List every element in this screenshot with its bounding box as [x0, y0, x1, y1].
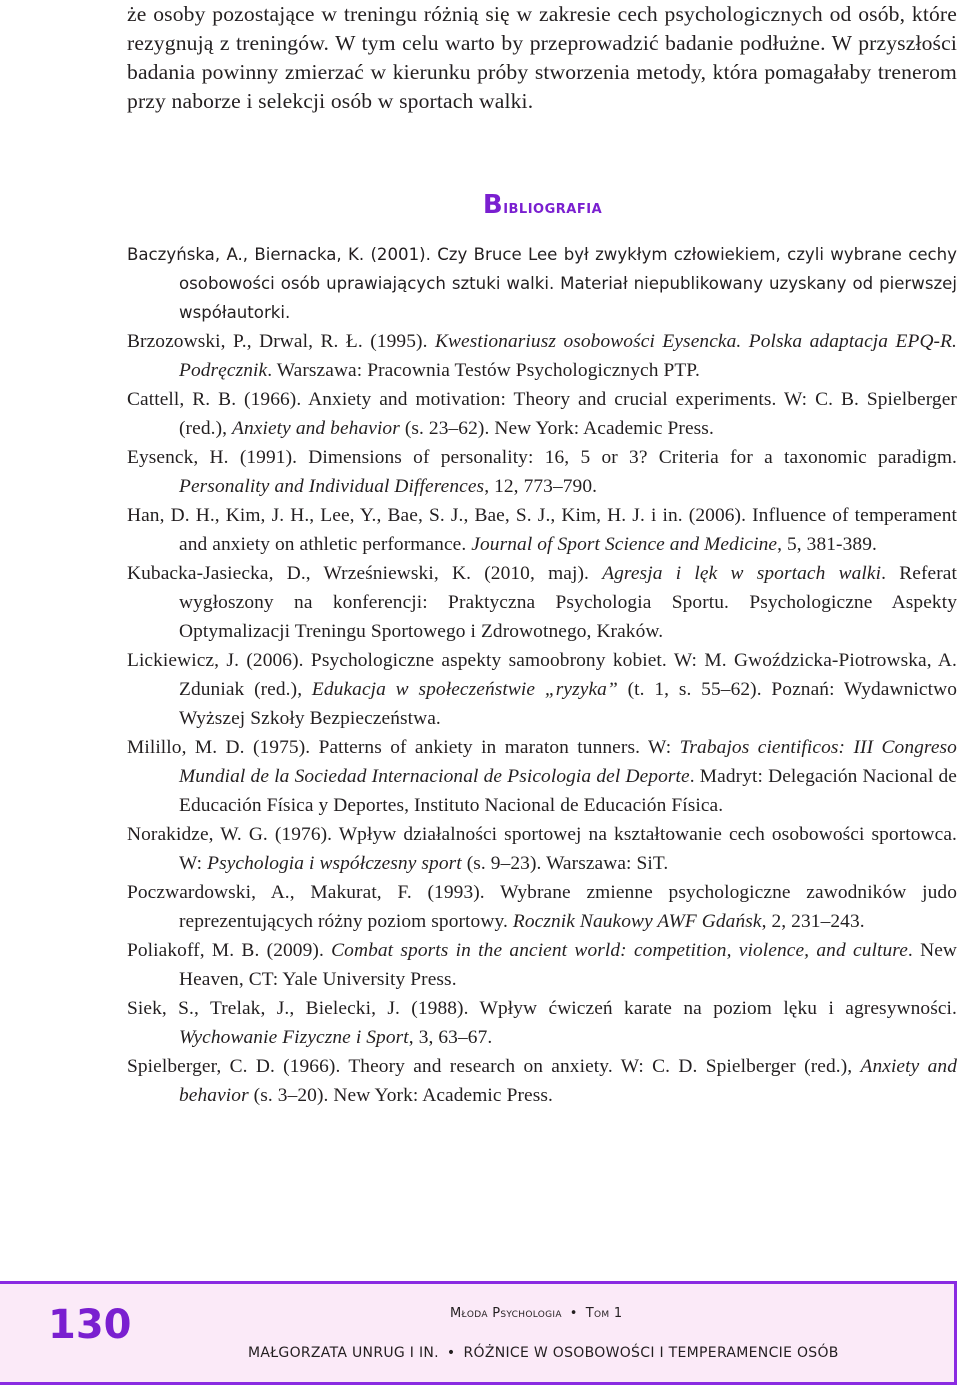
reference-text: Siek, S., Trelak, J., Bielecki, J. (1988). Wpływ ćwiczeń karate na poziom lęku i agresywności. [127, 998, 957, 1019]
reference-item [127, 1052, 957, 1110]
reference-text: Han, D. H., Kim, J. H., Lee, Y., Bae, S. J., Bae, S. J., Kim, H. J. i in. (2006). Influence of temperament and anxiety on athletic performance. [127, 505, 957, 555]
reference-item [127, 240, 957, 327]
intro-paragraph: że osoby pozostające w treningu różnią się w zakresie cech psychologicznych od osób, które rezygnują z treningów. W tym celu warto by przeprowadzić badanie podłużne. W przyszłości badania powinny zmierzać w kierunku próby stworzenia metody, która pomagałaby trenerom przy naborze i selekcji osób w sportach walki. [127, 2, 957, 113]
reference-title: Trabajos cientificos: III Congreso Mundial de la Sociedad Internacional de Psicologia del Deporte [179, 737, 957, 787]
reference-item [127, 559, 957, 646]
reference-text: (t. 1, s. 55–62). Poznań: Wydawnictwo Wyższej Szkoły Bezpieczeństwa. [179, 679, 957, 729]
reference-text: Brzozowski, P., Drwal, R. Ł. (1995). [127, 331, 435, 352]
reference-item [127, 878, 957, 936]
reference-title: Edukacja w społeczeństwie „ryzyka” [311, 679, 618, 700]
reference-text: . New Heaven, CT: Yale University Press. [179, 940, 958, 990]
bibliography-heading-rest: ibliografia [503, 196, 603, 218]
bibliography-heading-initial: B [482, 190, 504, 220]
reference-item [127, 733, 957, 820]
reference-text: Poliakoff, M. B. (2009). [127, 940, 332, 961]
reference-item [127, 936, 957, 994]
reference-text: Lickiewicz, J. (2006). Psychologiczne aspekty samoobrony kobiet. W: M. Gwoździcka-Piotrowska, A. Zduniak (red.), [127, 650, 957, 700]
reference-text: . Referat wygłoszony na konferencji: Praktyczna Psychologia Sportu. Psychologiczne Aspekty Optymalizacji Treningu Sportowego i Zdrowotnego, Kraków. [179, 563, 957, 642]
journal-line [450, 1306, 622, 1321]
reference-title: Anxiety and behavior [179, 1056, 957, 1106]
journal-name: Młoda Psychologia [450, 1306, 562, 1321]
reference-item [127, 327, 957, 385]
reference-text: , 3, 63–67. [408, 1027, 493, 1048]
reference-text: Spielberger, C. D. (1966). Theory and research on anxiety. W: C. D. Spielberger (red.), [127, 1056, 861, 1077]
reference-text: , 2, 231–243. [761, 911, 865, 932]
reference-text: , 12, 773–790. [484, 476, 598, 497]
reference-text: Cattell, R. B. (1966). Anxiety and motivation: Theory and crucial experiments. W: C. B. Spielberger (red.), [127, 389, 957, 439]
reference-item [127, 385, 957, 443]
reference-list [127, 240, 957, 1110]
reference-title: Personality and Individual Differences [179, 476, 485, 497]
reference-item [127, 501, 957, 559]
reference-title: Agresja i lęk w sportach walki [602, 563, 882, 584]
article-line [248, 1345, 839, 1361]
reference-item [127, 820, 957, 878]
reference-title: Anxiety and behavior [232, 418, 400, 439]
reference-title: Combat sports in the ancient world: competition, violence, and culture [331, 940, 908, 961]
reference-text: Baczyńska, A., Biernacka, K. (2001). Czy Bruce Lee był zwykłym człowiekiem, czyli wybrane cechy osobowości osób uprawiających sztuki walki. Materiał niepublikowany uzyskany od pierwszej współautorki. [127, 245, 957, 322]
reference-text: Milillo, M. D. (1975). Patterns of ankiety in maraton tunners. W: [127, 737, 680, 758]
reference-text: . Warszawa: Pracownia Testów Psychologicznych PTP. [267, 360, 700, 381]
reference-text: Eysenck, H. (1991). Dimensions of personality: 16, 5 or 3? Criteria for a taxonomic paradigm. [127, 447, 957, 468]
reference-title: Journal of Sport Science and Medicine [471, 534, 778, 555]
reference-item [127, 994, 957, 1052]
page-number: 130 [48, 1302, 132, 1348]
reference-text: (s. 3–20). New York: Academic Press. [248, 1085, 553, 1106]
article-authors: MAŁGORZATA UNRUG I IN. [248, 1345, 439, 1361]
reference-text: Kubacka-Jasiecka, D., Wrześniewski, K. (2010, maj). [127, 563, 603, 584]
reference-text: (s. 9–23). Warszawa: SiT. [461, 853, 669, 874]
reference-title: Psychologia i współczesny sport [207, 853, 462, 874]
bullet-separator: • [446, 1345, 456, 1361]
reference-item [127, 646, 957, 733]
reference-text: Poczwardowski, A., Makurat, F. (1993). Wybrane zmienne psychologiczne zawodników judo reprezentujących różny poziom sportowy. [127, 882, 957, 932]
reference-text: (s. 23–62). New York: Academic Press. [399, 418, 714, 439]
reference-item [127, 443, 957, 501]
journal-volume: Tom 1 [585, 1306, 623, 1321]
page-footer [0, 1281, 957, 1385]
reference-text: . Madryt: Delegación Nacional de Educación Física y Deportes, Instituto Nacional de Educación Física. [179, 766, 957, 816]
reference-title: Wychowanie Fizyczne i Sport [179, 1027, 409, 1048]
article-title: RÓŻNICE W OSOBOWOŚCI I TEMPERAMENCIE OSÓB [463, 1345, 839, 1361]
bibliography-heading [0, 190, 960, 220]
reference-title: Rocznik Naukowy AWF Gdańsk [512, 911, 762, 932]
bullet-separator: • [569, 1306, 578, 1321]
reference-text: Norakidze, W. G. (1976). Wpływ działalności sportowej na kształtowanie cech osobowości sportowca. W: [127, 824, 957, 874]
reference-text: , 5, 381-389. [777, 534, 877, 555]
reference-title: Kwestionariusz osobowości Eysencka. Polska adaptacja EPQ-R. Podręcznik [179, 331, 957, 381]
